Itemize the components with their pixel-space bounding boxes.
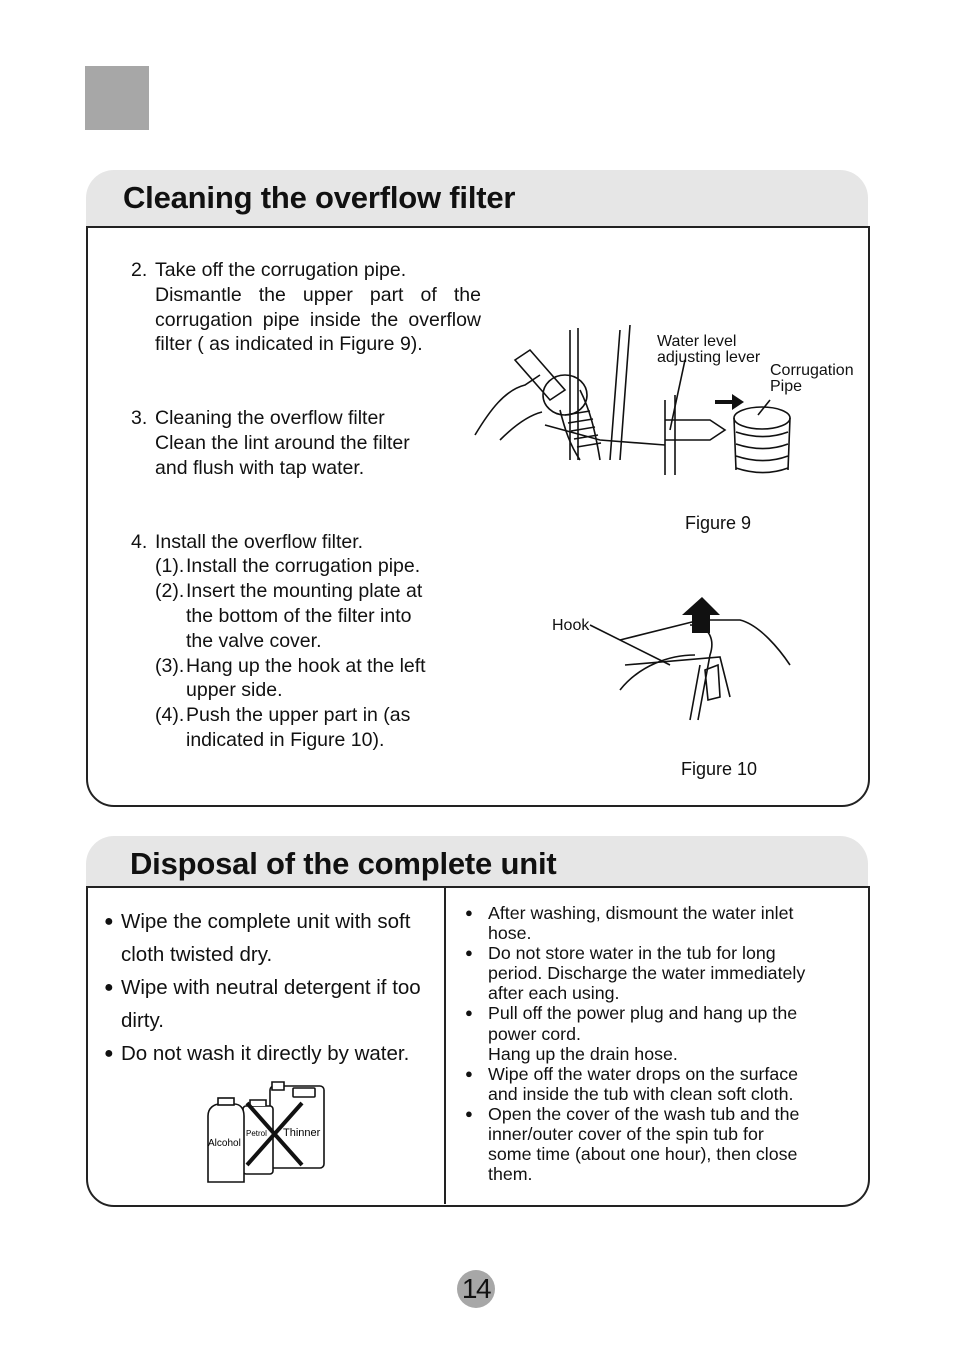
list-item: ● Wipe the complete unit with soft cloth twisted dry. [104,905,444,971]
chemical-bottles-illustration [200,1078,330,1188]
column-divider [444,888,446,1204]
figure-10-caption: Figure 10 [681,759,758,779]
bottle-label-thinner: Thinner [283,1127,321,1139]
bullet-icon: ● [104,1045,114,1062]
disposal-left-list [104,905,444,1070]
list-item: ● Open the cover of the wash tub and the inner/outer cover of the spin tub for some time (about one hour), then close them. [465,1103,800,1185]
page-number: 14 [457,1270,495,1308]
step-4-substeps [155,554,481,752]
step-2: 2. Take off the corrugation pipe. Dismantle the upper part of the corrugation pipe inside the overflow filter ( as indicated in Figure 9). [131,259,481,356]
overflow-filter-steps [131,258,481,753]
substep: (3). Hang up the hook at the left upper side. [155,654,426,702]
label-water-level-lever: Water level adjusting lever [657,333,761,366]
figure-9-caption: Figure 9 [685,513,752,533]
list-item: ● Do not store water in the tub for long period. Discharge the water immediately after each using. [465,943,806,1004]
section-title-overflow-filter: Cleaning the overflow filter [123,180,516,215]
bullet-icon: ● [465,1105,473,1121]
bullet-icon: ● [104,913,114,930]
list-item: ● Wipe off the water drops on the surface and inside the tub with clean soft cloth. [465,1063,799,1104]
list-item: ● Do not wash it directly by water. [104,1037,444,1070]
list-item: ● After washing, dismount the water inlet hose. [465,903,794,944]
step-3: 3. Cleaning the overflow filter Clean the lint around the filter and flush with tap water. [131,407,410,479]
substep: (4). Push the upper part in (as indicated in Figure 10). [155,704,411,751]
section-title-disposal: Disposal of the complete unit [130,846,557,881]
figure-10-illustration [580,585,800,730]
bullet-icon: ● [104,979,114,996]
substep: (2). Insert the mounting plate at the bottom of the filter into the valve cover. [155,580,423,652]
bullet-icon: ● [465,945,473,961]
label-corrugation-pipe: Corrugation Pipe [770,362,854,395]
bullet-icon: ● [465,1005,473,1021]
bullet-icon: ● [465,1065,473,1081]
bottle-label-petrol: Petrol [246,1129,267,1138]
step-4: 4. Install the overflow filter. [131,530,364,553]
substep: (1). Install the corrugation pipe. [155,555,421,578]
list-item: ● Pull off the power plug and hang up the power cord. Hang up the drain hose. [465,1003,798,1064]
bottle-label-alcohol: Alcohol [208,1138,241,1149]
list-item: ● Wipe with neutral detergent if too dirty. [104,971,444,1037]
label-hook: Hook [552,617,590,634]
disposal-right-list [465,903,837,1184]
section-marker [85,66,149,130]
bullet-icon: ● [465,905,473,920]
